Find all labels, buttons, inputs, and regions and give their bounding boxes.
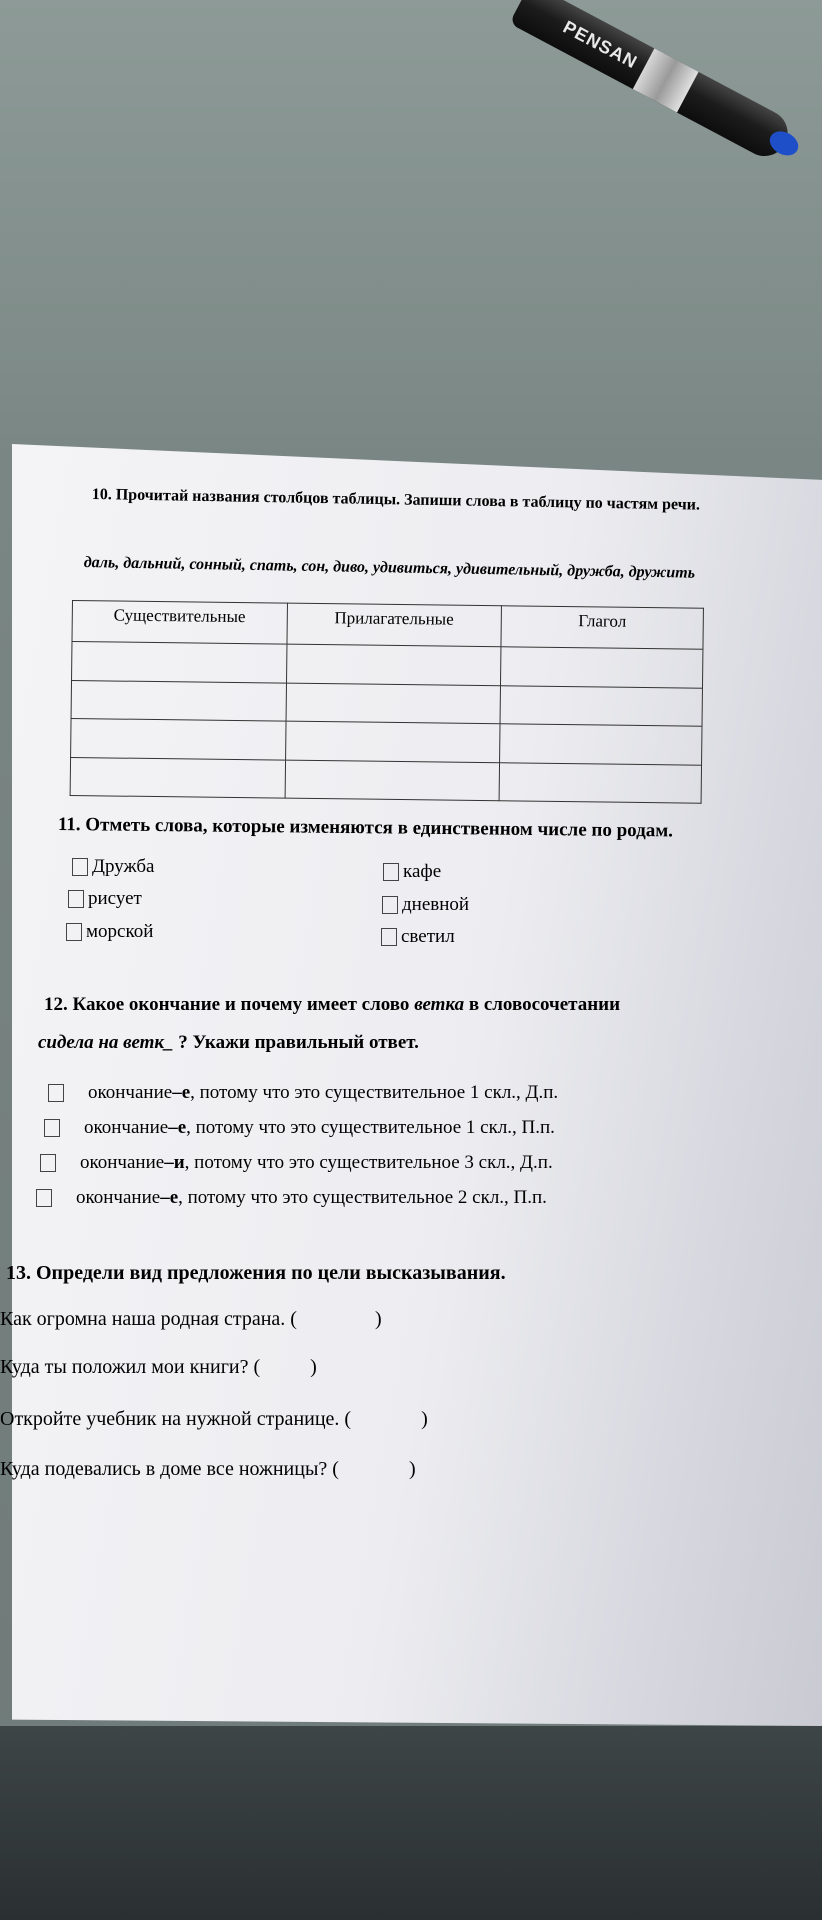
q12-title-line2	[38, 1032, 419, 1054]
sentence-text: Откройте учебник на нужной странице. (	[0, 1408, 352, 1430]
sentence-bracket: )	[310, 1356, 317, 1378]
answer-text: окончание	[76, 1187, 161, 1208]
table-cell[interactable]	[71, 718, 286, 759]
q11-option-right-2[interactable]	[382, 894, 469, 916]
sentence-bracket: )	[408, 1458, 416, 1480]
q12-target-word: ветка	[414, 994, 465, 1015]
q10-title: 10. Прочитай названия столбцов таблицы. Запиши слова в таблицу по частям речи.	[91, 485, 701, 514]
option-label: светил	[401, 926, 455, 947]
q12-phrase: сидела на ветк_	[38, 1032, 174, 1053]
q13-sentence-4	[0, 1458, 416, 1481]
header-adjectives: Прилагательные	[287, 603, 502, 647]
q11-option-left-2[interactable]	[68, 888, 142, 910]
q12-title-prefix: 12. Какое окончание и почему имеет слово	[44, 994, 415, 1015]
table-cell[interactable]	[501, 647, 703, 688]
q13-title: 13. Определи вид предложения по цели высказывания.	[6, 1262, 506, 1284]
q11-option-left-1[interactable]	[72, 856, 154, 878]
table-cell[interactable]	[500, 685, 702, 726]
option-label: дневной	[402, 894, 470, 915]
answer-text: окончание	[84, 1117, 169, 1138]
table-cell[interactable]	[71, 680, 286, 721]
q12-answer-1[interactable]	[48, 1082, 558, 1104]
table-cell[interactable]	[72, 642, 287, 683]
q12-title-suffix: в словосочетании	[464, 994, 621, 1015]
q10-words: даль, дальний, сонный, спать, сон, диво, удивиться, удивительный, дружба, дружить	[83, 553, 696, 582]
q12-instruction: ? Укажи правильный ответ.	[173, 1032, 419, 1053]
q11-option-right-1[interactable]	[383, 861, 441, 883]
sentence-bracket: )	[421, 1408, 428, 1430]
q12-title-line1	[44, 994, 620, 1016]
q11-option-left-3[interactable]	[66, 921, 153, 943]
answer-text: , потому что это существительное 1 скл., Д.п.	[190, 1082, 559, 1103]
answer-text: окончание	[80, 1152, 165, 1173]
checkbox-icon[interactable]	[40, 1154, 56, 1172]
sentence-text: Куда ты положил мои книги? (	[0, 1356, 261, 1378]
table-cell[interactable]	[499, 762, 701, 803]
answer-ending: –е	[168, 1117, 187, 1138]
q12-answer-4[interactable]	[36, 1187, 547, 1209]
pen-brand: PENSAN	[559, 16, 641, 73]
option-label: кафе	[403, 861, 442, 882]
answer-ending: –и	[164, 1152, 185, 1173]
table-cell[interactable]	[286, 683, 501, 724]
answer-text: окончание	[88, 1082, 173, 1103]
checkbox-icon[interactable]	[382, 896, 398, 914]
q13-sentence-2	[0, 1356, 317, 1379]
answer-text: , потому что это существительное 1 скл., П.п.	[186, 1117, 555, 1138]
sentence-text: Как огромна наша родная страна. (	[0, 1308, 297, 1330]
q11-title: 11. Отметь слова, которые изменяются в единственном числе по родам.	[57, 814, 674, 842]
option-label: рисует	[88, 888, 142, 909]
answer-text: , потому что это существительное 3 скл., Д.п.	[184, 1152, 553, 1173]
checkbox-icon[interactable]	[72, 858, 88, 876]
checkbox-icon[interactable]	[68, 890, 84, 908]
q11-option-right-3[interactable]	[381, 926, 455, 948]
answer-text: , потому что это существительное 2 скл., П.п.	[178, 1187, 547, 1208]
table-cell[interactable]	[285, 721, 500, 762]
header-nouns: Существительные	[72, 601, 287, 645]
checkbox-icon[interactable]	[381, 928, 397, 946]
parts-of-speech-table	[70, 600, 704, 804]
table-cell[interactable]	[285, 760, 500, 801]
q12-answer-3[interactable]	[40, 1152, 553, 1174]
table-cell[interactable]	[500, 724, 702, 765]
sentence-bracket: )	[374, 1308, 382, 1330]
floor-shadow	[0, 1726, 822, 1920]
answer-ending: –е	[172, 1082, 191, 1103]
q12-answer-2[interactable]	[44, 1117, 555, 1139]
header-verbs: Глагол	[501, 606, 703, 649]
sentence-text: Куда подевались в доме все ножницы? (	[0, 1458, 339, 1480]
table-cell[interactable]	[70, 757, 285, 798]
table-row	[70, 757, 701, 803]
table-cell[interactable]	[286, 644, 501, 685]
checkbox-icon[interactable]	[48, 1084, 64, 1102]
checkbox-icon[interactable]	[44, 1119, 60, 1137]
option-label: Дружба	[92, 856, 155, 877]
answer-ending: –е	[160, 1187, 179, 1208]
checkbox-icon[interactable]	[66, 923, 82, 941]
option-label: морской	[86, 921, 154, 942]
checkbox-icon[interactable]	[383, 863, 399, 881]
q13-sentence-3	[0, 1408, 428, 1431]
q13-sentence-1	[0, 1308, 382, 1331]
checkbox-icon[interactable]	[36, 1189, 52, 1207]
